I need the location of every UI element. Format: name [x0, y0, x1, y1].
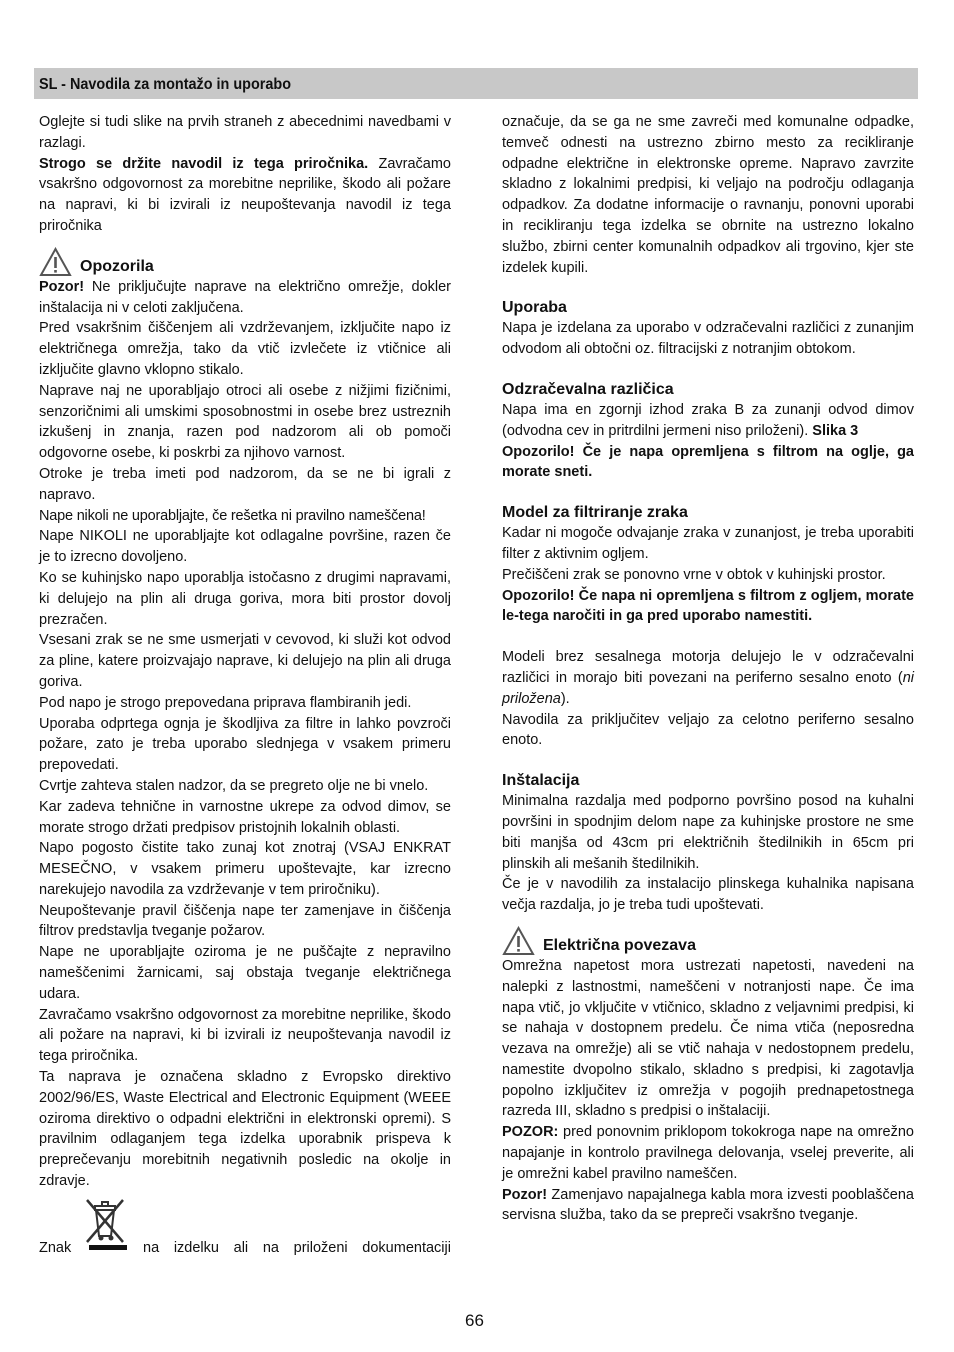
weee-word: izdelku	[173, 1239, 219, 1256]
electric-p1: Omrežna napetost mora ustrezati napetosti, navedeni na nalepki z lastnostmi, nameščeni v notranjosti nape. Če ima napa vtič, jo vključite v vtičnico, skladno z veljavnimi predpisi, ki se nahaja v dostopnem predelu. Če nima vtiča (neposredna vezava na omrežje) ali se vtič nahaja v nedostopnem predelu, namestite dvopolno stikalo, skladno s predpisi, ki zagotavlja popolno izključitev iz omrežja v pogojih prednapetostnega razreda III, skladno s predpisi o inštalaciji.	[502, 957, 914, 1120]
electric-p2	[502, 1122, 914, 1184]
weee-continuation: označuje, da se ga ne sme zavreči med komunalne odpadke, temveč odnesti na ustrezno zbirno mesto za recikliranje odpadne električne in elektronske opreme. Napravo zavrzite skladno z lokalnimi predpisi, ki veljajo na področju odlaganja odpadkov. Za dodatne informacije o ravnanju, ponovni uporabi in recikliranju tega izdelka se obrnite na ustrezno lokalno službo, zbirni center komunalnih odpadkov ali trgovino, kjer ste izdelek kupili.	[502, 114, 914, 276]
exhaust-warning	[502, 442, 914, 484]
weee-word: dokumentaciji	[362, 1239, 451, 1256]
install-p1: Minimalna razdalja med podporno površino posod na kuhalni površini in spodnjim delom nape za kuhinjske prostore ne sme biti manjša od 43cm pri električnih štedilnikih in 65cm pri plinskih ali mešanih štedilnikih.	[502, 793, 914, 872]
filter-p4-text: Modeli brez sesalnega motorja delujejo le v odzračevalni različici in morajo biti povezani na periferno sesalno enoto (	[502, 649, 914, 686]
left-column	[39, 112, 451, 1256]
warning-p14: Neupoštevanje pravil čiščenja nape ter zamenjave in čiščenja filtrov predstavlja tveganje požarov.	[39, 902, 451, 940]
warning-p4: Otroke je treba imeti pod nadzorom, da se ne bi igrali z napravo.	[39, 465, 451, 503]
warning-p15: Nape ne uporabljajte oziroma je ne puščajte z nepravilno nameščenimi žarnicami, saj obstaja tveganje električnega udara.	[39, 944, 451, 1002]
electric-p2-bold: POZOR:	[502, 1124, 559, 1141]
electric-p2-text: pred ponovnim priklopom tokokroga nape na omrežno napajanje in kontrolo pravilnega delovanja, vselej preverite, ali je omrežni kabel pravilno nameščen.	[502, 1124, 914, 1182]
warning-p1-bold: Pozor!	[39, 278, 85, 295]
intro-strict-bold: Strogo se držite navodil iz tega priročnika.	[39, 155, 369, 172]
warning-p3: Naprave naj ne uporabljajo otroci ali osebe z nižjimi fizičnimi, senzoričnimi ali umskimi sposobnostmi in osebe brez ustreznih izkušenj in znanja, razen pod nadzorom ali ob pomoči odgovorne osebe, ki poskrbi za njihovo varnost.	[39, 382, 451, 462]
electric-heading: Električna povezava	[543, 936, 696, 954]
warning-p13: Napo pogosto čistite tako zunaj kot znotraj (VSAJ ENKRAT MESEČNO, v vsakem primeru upoštevajte, kar izrecno narekujejo navodila za vzdrževanje v tem priročniku).	[39, 840, 451, 898]
warning-p5: Nape nikoli ne uporabljajte, če rešetka ni pravilno nameščena!	[39, 507, 426, 524]
warning-p17: Ta naprava je označena skladno z Evropsko direktivo 2002/96/ES, Waste Electrical and Electronic Equipment (WEEE oziroma direktivo o odpadni električni in elektronski opremi). S pravilnim odlaganjem tega izdelka uporabnik prispeva k preprečevanju morebitnih negativnih posledic na okolje in zdravje.	[39, 1069, 451, 1190]
warning-p7: Ko se kuhinjsko napo uporablja istočasno z drugimi napravami, ki delujejo na plin ali druga goriva, mora biti prostor dovolj prezračen.	[39, 569, 451, 628]
weee-word: ali	[233, 1239, 249, 1256]
filter-p4-italic: ni priložena	[502, 669, 914, 707]
weee-sign-label: Znak	[39, 1239, 72, 1256]
electric-p3-bold: Pozor!	[502, 1186, 548, 1203]
warning-p8: Vsesani zrak se ne sme usmerjati v cevovod, ki služi kot odvod za pline, katere proizvajajo naprave, ki delujejo na plin ali druga goriva.	[39, 632, 451, 690]
electric-p3-text: Zamenjavo napajalnega kabla mora izvesti pooblaščena servisna služba, tako da se prepreči vsakršno tveganje.	[502, 1186, 914, 1224]
weee-word: priloženi	[293, 1239, 348, 1256]
warning-p1-text: Ne priključujte naprave na električno omrežje, dokler inštalacija ni v celoti zaključena.	[39, 278, 451, 316]
electric-heading-row	[502, 926, 914, 956]
install-heading: Inštalacija	[502, 772, 580, 790]
section-title: SL - Navodila za montažo in uporabo	[39, 76, 292, 93]
warning-p2: Pred vsakršnim čiščenjem ali vzdrževanjem, izključite napo iz električnega omrežja, tako da vtič izvlečete iz vtičnice ali izključite glavno vklopno stikalo.	[39, 320, 451, 378]
filter-heading: Model za filtriranje zraka	[502, 504, 688, 522]
warning-triangle-icon	[502, 926, 535, 956]
exhaust-warning-bold: Opozorilo! Če je napa opremljena s filtrom na oglje, ga morate sneti.	[502, 443, 914, 481]
use-paragraph: Napa je izdelana za uporabo v odzračevalni različici z zunanjim odvodom ali obtočni oz. filtracijski z notranjim obtokom.	[502, 320, 914, 358]
warnings-heading-row	[39, 247, 451, 277]
weee-underline-bar	[89, 1245, 127, 1250]
page-number: 66	[465, 1311, 484, 1330]
crossed-bin-icon	[81, 1196, 129, 1244]
weee-symbol-row	[39, 1196, 451, 1256]
filter-p1: Kadar ni mogoče odvajanje zraka v zunanjost, je treba uporabiti filter z aktivnim ogljem.	[502, 525, 914, 562]
filter-p4-end: ).	[560, 690, 570, 707]
warnings-heading: Opozorila	[80, 257, 154, 275]
intro-strict-paragraph	[39, 154, 451, 237]
right-column	[502, 112, 914, 1226]
filter-warning-bold: Opozorilo! Če napa ni opremljena s filtrom z ogljem, morate le-tega naročiti in ga pred uporabo namestiti.	[502, 587, 914, 625]
intro-strict-text: Zavračamo vsakršno odgovornost za morebitne neprilike, škodo ali požare na napravi, ki bi izvirali iz neupoštevanja navodil iz tega priročnika	[39, 155, 451, 234]
filter-p5: Navodila za priključitev veljajo za celotno periferno sesalno enoto.	[502, 711, 914, 749]
filter-p2: Prečiščeni zrak se ponovno vrne v obtok v kuhinjski prostor.	[502, 566, 886, 583]
electric-p3	[502, 1185, 914, 1227]
exhaust-figure-ref: Slika 3	[808, 422, 859, 439]
warning-p10: Uporaba odprtega ognja je škodljiva za filtre in lahko povzroči požare, zato je treba uporabo slednjega v vsakem primeru prepovedati.	[39, 715, 451, 774]
warning-p6: Nape NIKOLI ne uporabljajte kot odlagalne površine, razen če je to izrecno dovoljeno.	[39, 528, 451, 566]
filter-p4	[502, 647, 914, 709]
weee-sign-text	[143, 1238, 451, 1259]
warning-p9: Pod napo je strogo prepovedana priprava flambiranih jedi.	[39, 694, 412, 711]
weee-word: na	[143, 1239, 160, 1256]
warning-p12: Kar zadeva tehnične in varnostne ukrepe za odvod dimov, se morate strogo držati predpisov pristojnih lokalnih oblasti.	[39, 798, 451, 836]
weee-word: na	[262, 1239, 279, 1256]
intro-paragraph: Oglejte si tudi slike na prvih straneh z abecednimi navedbami v razlagi.	[39, 114, 451, 151]
filter-warning	[502, 586, 914, 628]
warning-p11: Cvrtje zahteva stalen nadzor, da se pregreto olje ne bi vnelo.	[39, 777, 429, 794]
install-p2: Če je v navodilih za instalacijo plinskega kuhalnika napisana večja razdalja, jo je treba tudi upoštevati.	[502, 876, 914, 914]
warning-triangle-icon	[39, 247, 72, 277]
warning-p16: Zavračamo vsakršno odgovornost za morebitne neprilike, škodo ali požare na napravi, ki bi izvirali iz neupoštevanja navodil iz tega priročnika.	[39, 1006, 451, 1065]
section-header-bar	[34, 68, 918, 99]
exhaust-paragraph	[502, 400, 914, 442]
warning-p1	[39, 277, 451, 319]
exhaust-heading: Odzračevalna različica	[502, 380, 674, 398]
use-heading: Uporaba	[502, 299, 567, 317]
exhaust-text: Napa ima en zgornji izhod zraka B za zunanji odvod dimov (odvodna cev in pritrdilni jermeni niso priloženi).	[502, 401, 914, 439]
